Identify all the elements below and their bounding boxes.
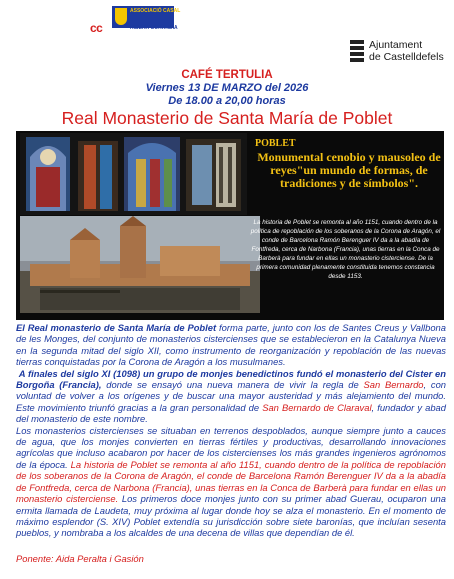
cister-text-b: , con voluntad de volver a los orígenes y de buscar una mayor austeridad y más alejamiento del mundo. Este movimiento triunfó gracias a la gran personalidad de: [16, 379, 446, 413]
stained-glass-image: [20, 133, 247, 215]
history-text-a: Los monasterios cistercienses se situaban en terrenos despoblados, aunque siempre junto a cauces de agua, que los monjes convierten en tierras fértiles y productivas, desarrollando innovaciones agrícolas que incluso acabaron por hacer de los cistercienses los más grandes ingenieros agrónomos de la época.: [16, 424, 446, 470]
city-council-line2: de Castelldefels: [369, 51, 444, 63]
association-logo-mark: cc: [90, 21, 103, 35]
collage-tag: POBLET: [255, 138, 296, 149]
event-time: De 18.00 a 20,00 horas: [168, 95, 286, 107]
city-council-line1: Ajuntament: [369, 39, 423, 51]
collage-description: La historia de Poblet se remonta al año 1151, cuando dentro de la política de repoblación de los soberanos de la Corona de Aragón, el conde de Barcelona Ramón Berenguer IV da a la abadía de Fontfreda, cerca de Narbona (Francia), unas tierras en la Conca de Barberà para fundar en ellas un monasterio cisterciense. De la primera comunidad plenamente constituida tenemos constancia desde 1153.: [250, 219, 441, 280]
intro-rest: forma parte, junto con los de Santes Creus y Vallbona de les Monges, del conjunto de monasterios cistercienses que se establecieron en la Catalunya Nueva en la segunda mitad del siglo XII, como instrumento de reorganización y repoblación de las nuevas tierras conquistadas por la Corona de Aragón a los musulmanes.: [16, 322, 446, 368]
intro-bold: El Real monasterio de Santa María de Poblet: [16, 322, 217, 333]
history-text-b: Los primeros doce monjes junto con su primer abad Guerau, ocuparon una ermita llamada de Laudeta, muy próxima al lugar donde hoy se alza el monasterio. En el momento de máximo esplendor (S. XIV) Poblet extendía su jurisdicción sobre siete baronías, que incluían sesenta pueblos, y nombraba a los alcaldes de una decena de villas que dependían de él.: [16, 493, 446, 539]
paragraph-cister: [16, 368, 446, 425]
collage-headline: Monumental cenobio y mausoleo de reyes"un mundo de formas, de tradiciones y de símbolos".: [257, 150, 441, 190]
association-logo-line1: ASSOCIACIÓ CASAL: [130, 8, 181, 14]
cister-text-c: , fundador y abad del monasterio de este nombre.: [16, 401, 446, 425]
cister-bold: A finales del siglo XI (1098) un grupo de monjes benedictinos fundó el monasterio del Cister en Borgoña (Francia),: [16, 367, 446, 391]
paragraph-history: [16, 425, 446, 539]
event-label: CAFÉ TERTULIA: [181, 69, 273, 81]
event-date: Viernes 13 DE MARZO del 2026: [145, 82, 309, 94]
claraval-highlight: San Bernardo de Claraval: [262, 401, 372, 413]
history-highlight: La historia de Poblet se remonta al año 1151, cuando dentro de la política de repoblación de los soberanos de la Corona de Aragón, el conde de Barcelona Ramón Berenguer IV da a la abadía de Fontfreda, cerca de Narbona (Francia), unas tierras en la Conca de Barberà para fundar en ellas un monasterio cisterciense.: [16, 458, 446, 505]
cister-text-a: donde se ensayó una nueva manera de vivir la regla de: [101, 379, 364, 391]
speaker-credit: Ponente: Aida Peralta i Gasión: [16, 553, 144, 564]
monastery-photo: [20, 216, 260, 313]
article-body: [16, 322, 446, 539]
council-emblem-icon: [350, 40, 364, 62]
association-logo-line2: RIBERA GORANDIA: [130, 25, 178, 31]
paragraph-intro: [16, 322, 446, 368]
association-logo: [90, 3, 200, 47]
shield-icon: [115, 8, 127, 25]
san-bernardo-highlight: San Bernardo: [363, 379, 424, 391]
city-council-logo: [350, 38, 454, 66]
page-title: Real Monasterio de Santa María de Poblet: [61, 108, 393, 128]
